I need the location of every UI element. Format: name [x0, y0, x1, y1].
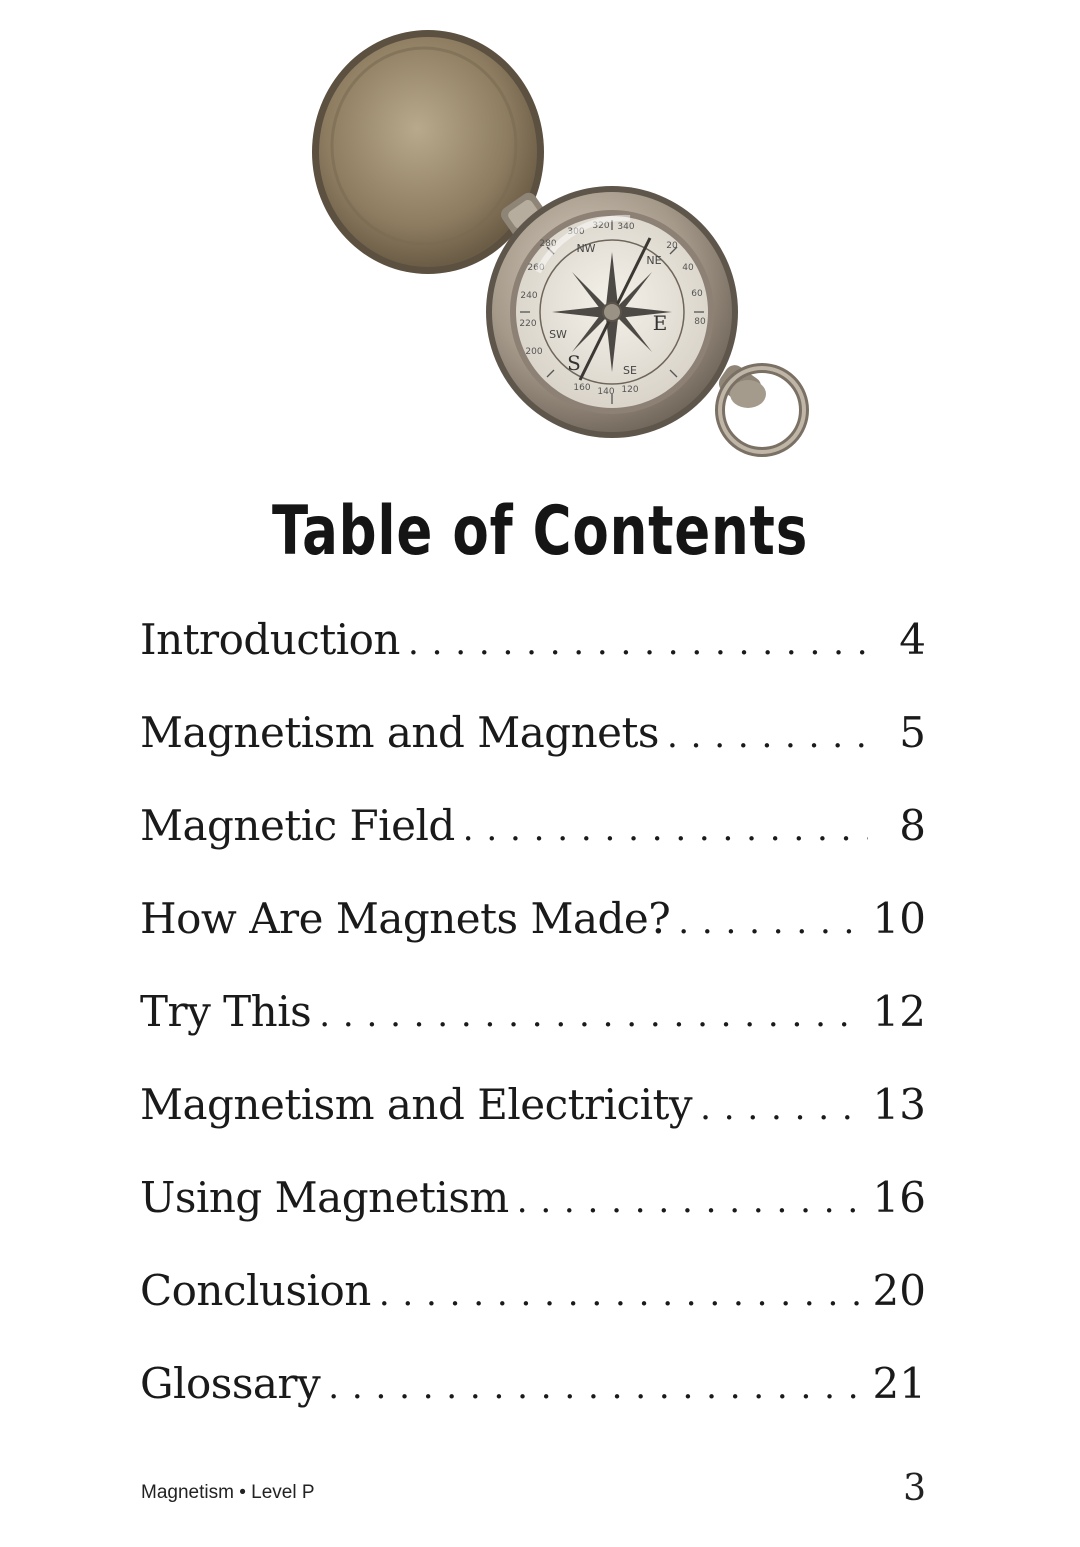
page-title: Table of Contents: [271, 492, 809, 571]
dial-label-e: E: [652, 311, 668, 335]
toc-entry-conclusion[interactable]: [140, 1266, 926, 1359]
toc-entry-page: 8: [899, 801, 926, 850]
toc-entry-magnetic-field[interactable]: [140, 801, 926, 894]
toc-entry-glossary[interactable]: [140, 1359, 926, 1452]
toc-entry-title: Conclusion: [140, 1266, 371, 1315]
toc-entry-title: Introduction: [140, 615, 400, 664]
toc-entry-magnetism-and-electricity[interactable]: [140, 1080, 926, 1173]
footer-page-number: 3: [903, 1468, 926, 1509]
toc-entry-title: Try This: [140, 987, 312, 1036]
dial-label-20: 20: [666, 241, 678, 251]
dot-leader: [517, 1181, 859, 1221]
toc-entry-title: Magnetism and Magnets: [140, 708, 659, 757]
dial-label-320: 320: [592, 221, 610, 231]
dial-label-nw: NW: [576, 242, 596, 255]
dial-label-260: 260: [527, 263, 545, 273]
toc-entry-title: How Are Magnets Made?: [140, 894, 671, 943]
dot-leader: [667, 716, 868, 756]
toc-entry-page: 12: [872, 987, 926, 1036]
dot-leader: [328, 1367, 858, 1407]
dial-label-120: 120: [621, 385, 639, 395]
dial-label-240: 240: [520, 291, 538, 301]
footer-book-title: Magnetism • Level P: [141, 1482, 315, 1503]
dial-label-340: 340: [617, 222, 635, 232]
dial-label-200: 200: [525, 347, 543, 357]
toc-entry-title: Using Magnetism: [140, 1173, 509, 1222]
dial-label-300: 300: [567, 227, 585, 237]
dial-label-sw: SW: [549, 328, 567, 341]
toc-entry-title: Glossary: [140, 1359, 321, 1408]
toc-entry-using-magnetism[interactable]: [140, 1173, 926, 1266]
dial-label-60: 60: [691, 289, 703, 299]
dial-label-ne: NE: [646, 254, 662, 267]
toc-entry-page: 10: [872, 894, 926, 943]
toc-entry-title: Magnetic Field: [140, 801, 455, 850]
toc-entry-page: 16: [872, 1173, 926, 1222]
pocket-compass-icon: [300, 20, 820, 470]
dot-leader: [463, 809, 868, 849]
table-of-contents: [140, 615, 926, 1452]
toc-entry-magnetism-and-magnets[interactable]: [140, 708, 926, 801]
dot-leader: [319, 995, 858, 1035]
dot-leader: [408, 623, 868, 663]
dial-label-160: 160: [573, 383, 591, 393]
dial-label-220: 220: [519, 319, 537, 329]
toc-entry-page: 20: [872, 1266, 926, 1315]
dot-leader: [700, 1088, 858, 1128]
toc-entry-page: 4: [899, 615, 926, 664]
toc-entry-page: 5: [899, 708, 926, 757]
toc-entry-introduction[interactable]: [140, 615, 926, 708]
toc-entry-page: 21: [872, 1359, 926, 1408]
dial-label-s: S: [567, 351, 581, 375]
dial-label-80: 80: [694, 317, 706, 327]
dial-label-se: SE: [623, 364, 637, 377]
dial-label-280: 280: [539, 239, 557, 249]
toc-entry-how-are-magnets-made[interactable]: [140, 894, 926, 987]
dot-leader: [379, 1274, 859, 1314]
toc-entry-try-this[interactable]: [140, 987, 926, 1080]
toc-entry-title: Magnetism and Electricity: [140, 1080, 693, 1129]
dot-leader: [678, 902, 858, 942]
toc-entry-page: 13: [872, 1080, 926, 1129]
dial-label-40: 40: [682, 263, 694, 273]
dial-label-140: 140: [597, 387, 615, 397]
